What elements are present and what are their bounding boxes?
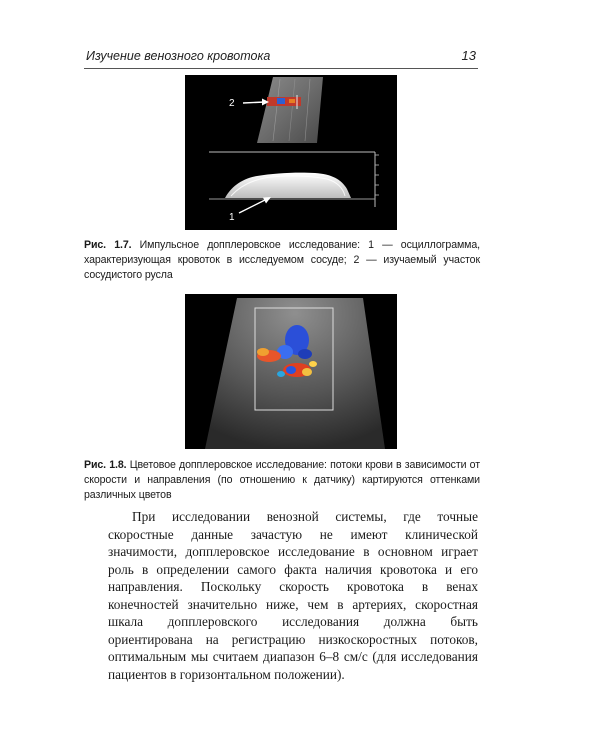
chapter-title: Изучение венозного кровотока (86, 49, 271, 63)
arrow-1 (239, 199, 267, 213)
page-number: 13 (461, 48, 476, 63)
pulsed-doppler-image (185, 75, 397, 230)
figure-label-2: 2 (229, 98, 235, 109)
caption-text: Цветовое допплеровское исследование: потоки крови в зависимости от скорости и направления (по отношению к датчику) картируются оттенками различных цветов (84, 459, 480, 501)
body-paragraph: При исследовании венозной системы, где точные скоростные данные зачастую не имеют клинической значимости, допплеровское исследование в основном играет роль в определении самого факта наличия кровотока и его направления. Поскольку скорость кровотока в венах конечностей значительно ниже, чем в артериях, скоростная шкала допплеровского исследования должна быть ориентирована на регистрацию низкоскоростных потоков, оптимальным мы считаем диапазон 6–8 см/с (для исследования пациентов в горизонтальном положении). (108, 509, 478, 682)
caption-label: Рис. 1.8. (84, 459, 127, 471)
figure-pulsed-doppler (185, 75, 397, 230)
figure-color-doppler (185, 294, 397, 449)
running-header (84, 48, 478, 69)
arrow-2 (243, 102, 265, 103)
figure-label-1: 1 (229, 212, 235, 223)
caption-label: Рис. 1.7. (84, 239, 132, 251)
caption-text: Импульсное допплеровское исследование: 1 — осциллограмма, характеризующая кровоток в исследуемом сосуде; 2 — изучаемый участок сосудистого русла (84, 239, 480, 281)
figure-1-8-caption (84, 458, 480, 503)
figure-1-7-caption (84, 238, 480, 283)
color-doppler-image (185, 294, 397, 449)
